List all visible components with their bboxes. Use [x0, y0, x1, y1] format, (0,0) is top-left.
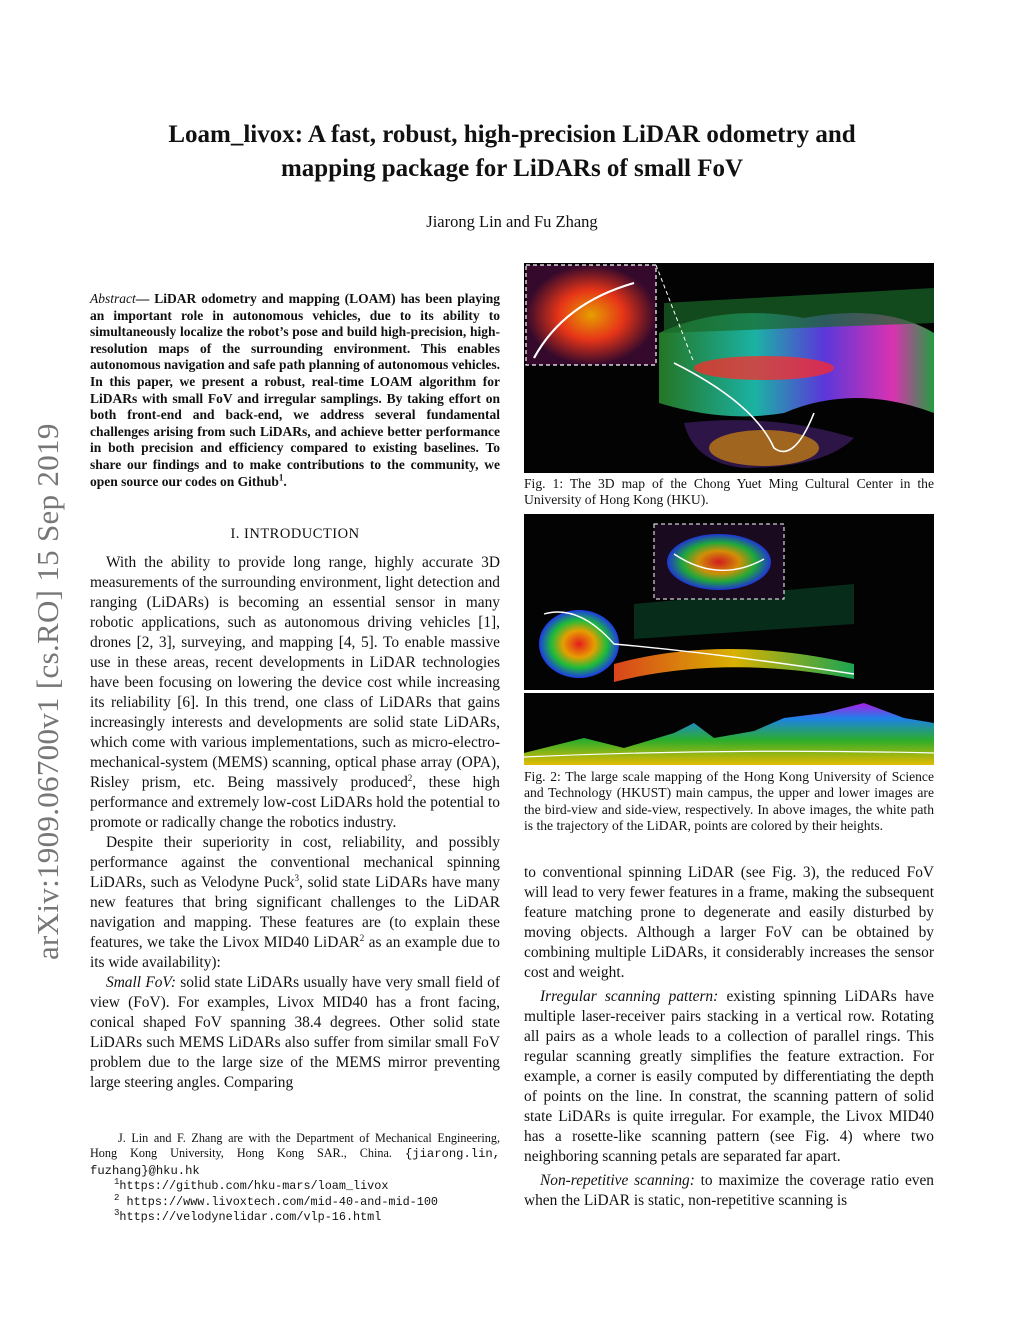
title-line-2: mapping package for LiDARs of small FoV [280, 155, 744, 182]
right-paragraph-3 [524, 1171, 934, 1211]
authors: Jiarong Lin and Fu Zhang [426, 212, 598, 231]
figure-2-side-view-image [524, 693, 934, 765]
footnote-2 [90, 1192, 500, 1210]
footnote-3 [90, 1210, 500, 1225]
figure-2-bird-view-image [524, 514, 934, 690]
footnote-affiliation [90, 1131, 500, 1179]
abstract [90, 291, 500, 490]
abstract-end: . [283, 473, 287, 489]
intro-p1-text-b: , these high performance and extremely low-cost LiDARs hold the potential to promote or radically change the robotics industry. [90, 774, 500, 831]
intro-paragraph-1 [90, 553, 500, 833]
abstract-text: — LiDAR odometry and mapping (LOAM) has been playing an important role in autonomous vehicles, due to its ability to simultaneously localize the robot’s pose and build high-precision, high-resolution maps of the surrounding environment. This enables autonomous navigation and safe path planning of autonomous vehicles. In this paper, we present a robust, real-time LOAM algorithm for LiDARs with small FoV and irregular samplings. By taking effort on both front-end and back-end, we address several fundamental challenges arising from such LiDARs, and achieve better performance in both precision and efficiency compared to existing baselines. To share our findings and to make contributions to the community, we open source our codes on Github [90, 291, 500, 489]
right-p2-text: existing spinning LiDARs have multiple laser-receiver pairs stacking in a vertical row. Rotating all pairs as a whole leads to a collection of parallel rings. This regular scanning greatly simplifies the feature extraction. For example, a corner is easily computed by differentiating the depth of points on the line. In constrat, the scanning pattern of solid state LiDARs is quite irregular. For example, the Livox MID40 has a rosette-like scanning pattern (see Fig. 4) where two neighboring scanning petals are separated far apart. [524, 988, 934, 1165]
intro-p2-footnote-mark-1: 3 [294, 872, 300, 883]
abstract-label: Abstract [90, 291, 136, 306]
right-paragraph-1: to conventional spinning LiDAR (see Fig. 3), the reduced FoV will lead to very fewer features in a frame, making the subsequent feature matching prone to degenerate and easily disturbed by moving objects. Although a larger FoV can be obtained by combining multiple LiDARs, it considerably increases the sensor cost and weight. [524, 864, 934, 981]
intro-p1-footnote-mark: 2 [407, 772, 413, 783]
intro-p2-text-c: as an example due to its wide availability): [90, 934, 500, 971]
paper-title [100, 118, 924, 186]
right-p3-label: Non-repetitive scanning: [540, 1172, 695, 1189]
right-p3-text: to maximize the coverage ratio even when the LiDAR is static, non-repetitive scanning is [524, 1172, 934, 1209]
right-p2-label: Irregular scanning pattern: [540, 988, 719, 1005]
footnote-2-number: 2 [114, 1192, 120, 1203]
footnote-email[interactable]: {jiarong.lin, fuzhang}@hku.hk [90, 1147, 501, 1178]
footnote-3-number: 3 [114, 1208, 120, 1219]
abstract-footnote-mark: 1 [278, 472, 284, 483]
section-heading-introduction: I. INTRODUCTION [230, 526, 360, 542]
intro-p3-text: solid state LiDARs usually have very small field of view (FoV). For examples, Livox MID40 has a front facing, conical shaped FoV spanning 38.4 degrees. Other solid state LiDARs such MEMS LiDARs also suffer from similar small FoV problem due to the large size of the MEMS mirror preventing large steering angles. Comparing [90, 974, 501, 1091]
right-column-body [524, 863, 934, 1215]
intro-p2-text-b: , solid state LiDARs have many new features that bring significant challenges to the LiDAR navigation and mapping. These features are (to explain these features, we take the Livox MID40 LiDAR [90, 874, 500, 951]
footnote-1-url[interactable]: https://github.com/hku-mars/loam_livox [119, 1179, 389, 1194]
figure-1-pointcloud-image [524, 263, 934, 473]
footnote-2-url[interactable]: https://www.livoxtech.com/mid-40-and-mid-100 [126, 1194, 438, 1209]
intro-p1-text-a: With the ability to provide long range, highly accurate 3D measurements of the surrounding environment, light detection and ranging (LiDARs) is becoming an essential sensor in many robotic applications, such as autonomous driving vehicles [1], drones [2, 3], surveying, and mapping [4, 5]. To enable massive use in these areas, recent developments in LiDAR technologies have been focusing on lowering the device cost while increasing its reliability [6]. In this trend, one class of LiDARs that gains increasingly interests and developments are solid state LiDARs, which come with various implementations, such as micro-electro-mechanical-system (MEMS) scanning, optical phase array (OPA), Risley prism, etc. Being massively produced [90, 554, 500, 791]
intro-p2-text-a: Despite their superiority in cost, reliability, and possibly performance against the conventional mechanical spinning LiDARs, such as Velodyne Puck [90, 834, 500, 891]
introduction-body [90, 553, 500, 1093]
footnote-affiliation-text: J. Lin and F. Zhang are with the Department of Mechanical Engineering, Hong Kong University, Hong Kong SAR., China. [90, 1131, 500, 1161]
footnotes [90, 1131, 500, 1225]
intro-p2-footnote-mark-2: 2 [359, 932, 365, 943]
intro-paragraph-2 [90, 833, 500, 973]
intro-paragraph-3 [90, 973, 500, 1093]
figure-2-caption: Fig. 2: The large scale mapping of the Hong Kong University of Science and Technology (HKUST) main campus, the upper and lower images are the bird-view and side-view, respectively. In above images, the white path is the trajectory of the LiDAR, points are colored by their heights. [524, 769, 934, 834]
intro-p3-label: Small FoV: [106, 974, 176, 991]
title-line-1: Loam_livox: A fast, robust, high-precision LiDAR odometry and [168, 121, 856, 148]
figure-1-caption: Fig. 1: The 3D map of the Chong Yuet Ming Cultural Center in the University of Hong Kong (HKU). [524, 476, 934, 508]
footnote-3-url[interactable]: https://velodynelidar.com/vlp-16.html [119, 1210, 382, 1225]
footnote-1-number: 1 [114, 1177, 120, 1188]
right-paragraph-2 [524, 987, 934, 1167]
arxiv-stamp: arXiv:1909.06700v1 [cs.RO] 15 Sep 2019 [30, 423, 65, 960]
footnote-1 [90, 1179, 500, 1194]
